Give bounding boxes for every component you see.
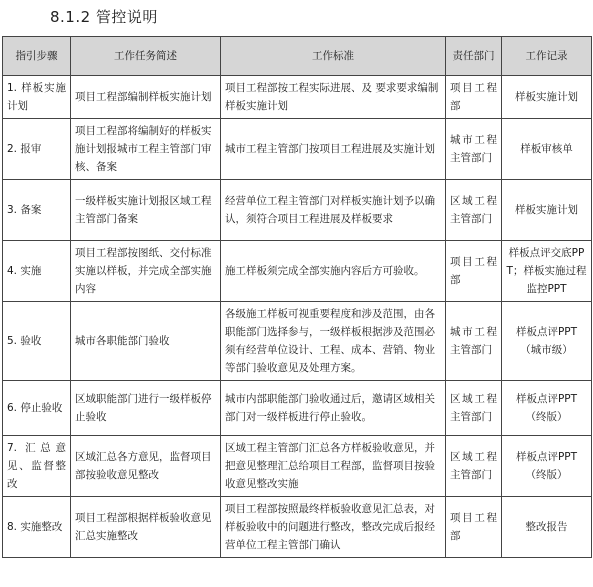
dept-cell: 项目工程部 <box>446 241 502 302</box>
record-cell: 整改报告 <box>502 497 592 558</box>
standard-cell: 区域工程主管部门汇总各方样板验收意见，并把意见整理汇总给项目工程部，监督项目按验收意见整改实施 <box>221 436 446 497</box>
header-task: 工作任务简述 <box>71 37 221 76</box>
control-description-table <box>2 36 592 558</box>
record-cell: 样板实施计划 <box>502 180 592 241</box>
task-cell: 一级样板实施计划报区域工程主管部门备案 <box>71 180 221 241</box>
record-cell: 样板点评PPT（终版） <box>502 381 592 436</box>
dept-cell: 城市工程主管部门 <box>446 119 502 180</box>
record-cell: 样板点评交底PPT；样板实施过程监控PPT <box>502 241 592 302</box>
dept-cell: 项目工程部 <box>446 497 502 558</box>
task-cell: 项目工程部按图纸、交付标准实施以样板，并完成全部实施内容 <box>71 241 221 302</box>
header-dept: 责任部门 <box>446 37 502 76</box>
step-cell: 8. 实施整改 <box>3 497 71 558</box>
table-row <box>3 241 592 302</box>
step-cell: 6. 停止验收 <box>3 381 71 436</box>
header-standard: 工作标准 <box>221 37 446 76</box>
header-step: 指引步骤 <box>3 37 71 76</box>
dept-cell: 区域工程主管部门 <box>446 436 502 497</box>
step-cell: 5. 验收 <box>3 302 71 381</box>
step-cell: 2. 报审 <box>3 119 71 180</box>
record-cell: 样板实施计划 <box>502 76 592 119</box>
standard-cell: 项目工程部按照最终样板验收意见汇总表，对样板验收中的问题进行整改，整改完成后报经营单位工程主管部门确认 <box>221 497 446 558</box>
table-row <box>3 381 592 436</box>
task-cell: 项目工程部将编制好的样板实施计划报城市工程主管部门审核、备案 <box>71 119 221 180</box>
standard-cell: 城市工程主管部门按项目工程进展及实施计划 <box>221 119 446 180</box>
standard-cell: 项目工程部按工程实际进展、及 要求要求编制样板实施计划 <box>221 76 446 119</box>
table-row <box>3 180 592 241</box>
record-cell: 样板点评PPT（终版） <box>502 436 592 497</box>
table-row <box>3 302 592 381</box>
standard-cell: 城市内部职能部门验收通过后，邀请区域相关部门对一级样板进行停止验收。 <box>221 381 446 436</box>
table-row <box>3 119 592 180</box>
record-cell: 样板点评PPT（城市级） <box>502 302 592 381</box>
task-cell: 项目工程部编制样板实施计划 <box>71 76 221 119</box>
dept-cell: 项目工程部 <box>446 76 502 119</box>
task-cell: 区域汇总各方意见，监督项目部按验收意见整改 <box>71 436 221 497</box>
table-header-row <box>3 37 592 76</box>
table-row <box>3 76 592 119</box>
step-cell: 4. 实施 <box>3 241 71 302</box>
step-cell: 3. 备案 <box>3 180 71 241</box>
step-cell: 7. 汇总意见、监督整改 <box>3 436 71 497</box>
record-cell: 样板审核单 <box>502 119 592 180</box>
task-cell: 项目工程部根据样板验收意见汇总实施整改 <box>71 497 221 558</box>
task-cell: 城市各职能部门验收 <box>71 302 221 381</box>
table-row <box>3 436 592 497</box>
dept-cell: 区域工程主管部门 <box>446 180 502 241</box>
table-row <box>3 497 592 558</box>
task-cell: 区域职能部门进行一级样板停止验收 <box>71 381 221 436</box>
dept-cell: 城市工程主管部门 <box>446 302 502 381</box>
section-title: 8.1.2 管控说明 <box>50 8 158 26</box>
header-record: 工作记录 <box>502 37 592 76</box>
step-cell: 1. 样板实施计划 <box>3 76 71 119</box>
standard-cell: 施工样板须完成全部实施内容后方可验收。 <box>221 241 446 302</box>
standard-cell: 经营单位工程主管部门对样板实施计划予以确认，须符合项目工程进展及样板要求 <box>221 180 446 241</box>
dept-cell: 区域工程主管部门 <box>446 381 502 436</box>
standard-cell: 各级施工样板可视重要程度和涉及范围，由各职能部门选择参与，一级样板根据涉及范围必须有经营单位设计、工程、成本、营销、物业等部门验收意见及处理方案。 <box>221 302 446 381</box>
